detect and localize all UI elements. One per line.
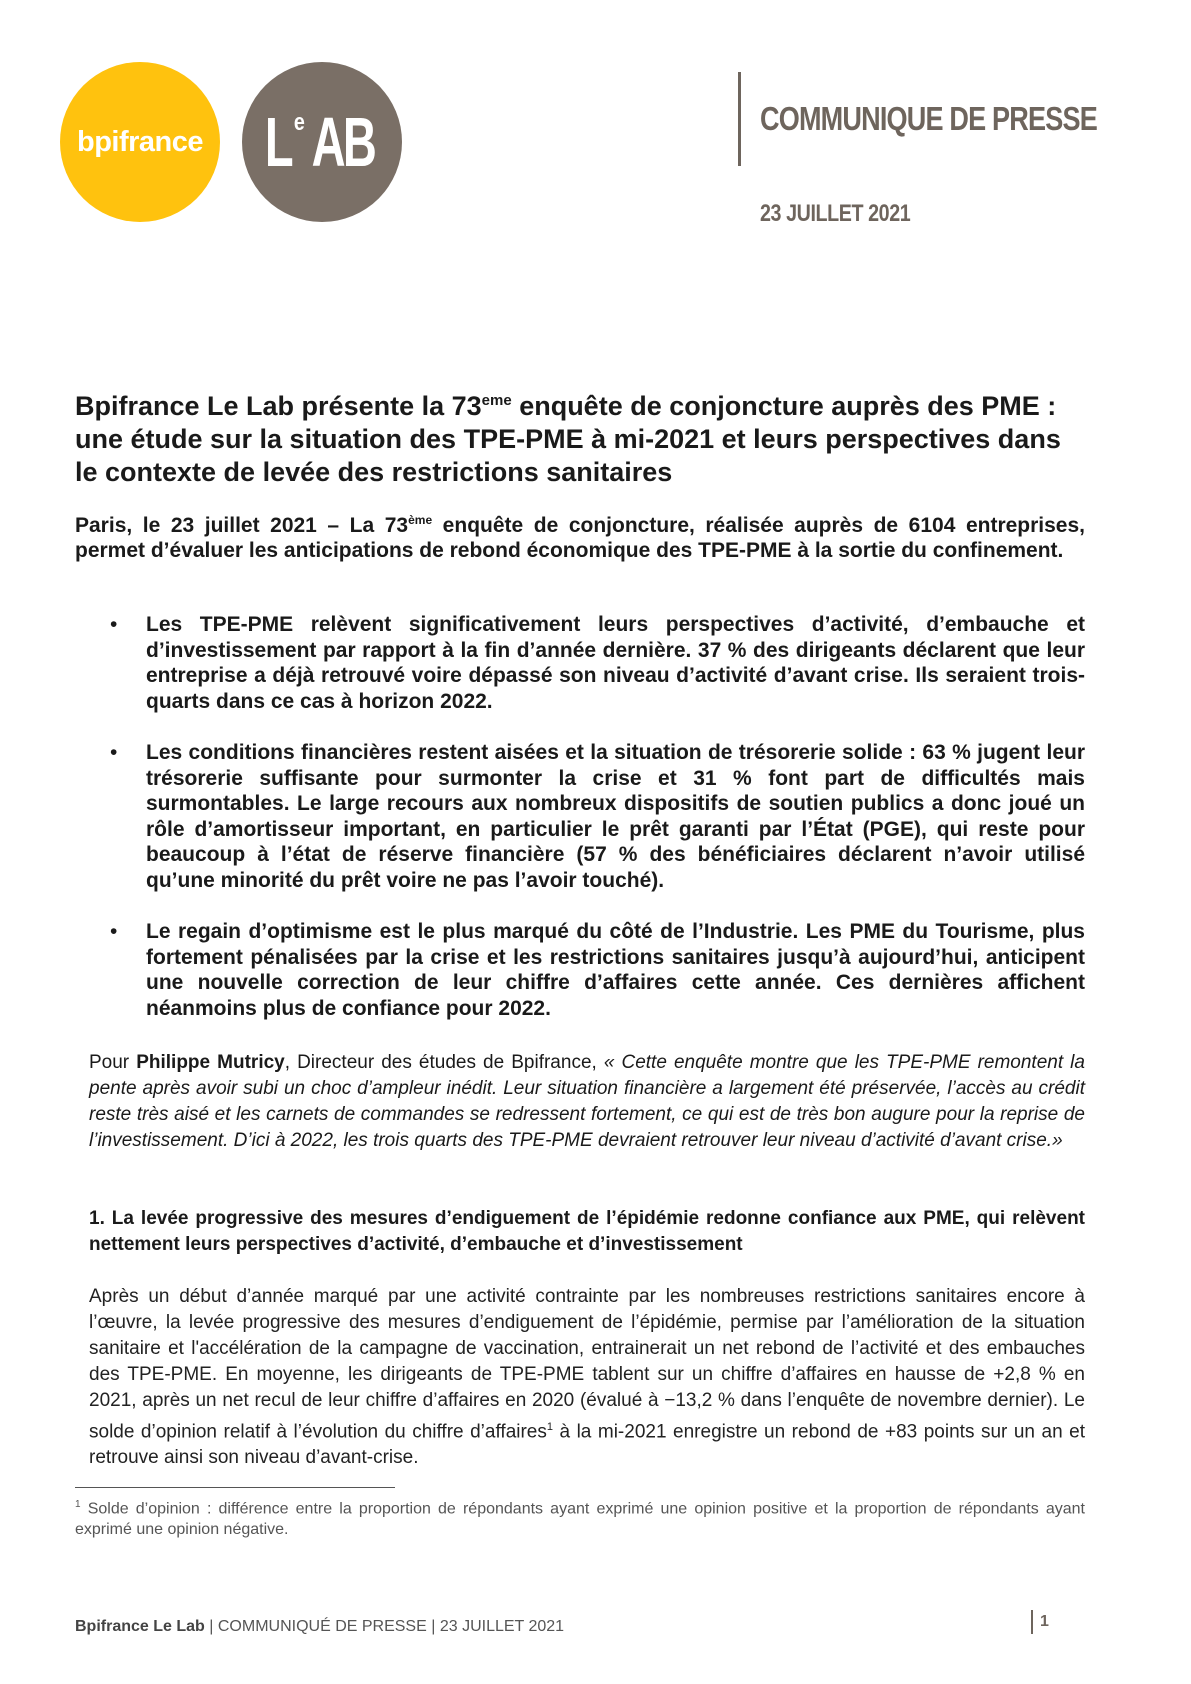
document-title: Bpifrance Le Lab présente la 73eme enquête de conjoncture auprès des PME : une étude sur la situation des TPE-PME à mi-2021 et leurs perspectives dans le contexte de levée des restrictions sanitaires bbox=[75, 391, 1061, 487]
bpifrance-logo-text: bpifrance bbox=[76, 125, 204, 158]
list-item: • Le regain d’optimisme est le plus marqué du côté de l’Industrie. Les PME du Tourisme, plus fortement pénalisées par la crise et les restrictions sanitaires jusqu’à aujourd’hui, anticipent une nouvelle correction de leur chiffre d’affaires cette année. Ces dernières affichent néanmoins plus de confiance pour 2022. bbox=[110, 920, 1085, 1020]
intro-paragraph: Paris, le 23 juillet 2021 – La 73ème enquête de conjoncture, réalisée auprès de 6104 entreprises, permet d’évaluer les anticipations de rebond économique des TPE-PME à la sortie du confinement. bbox=[75, 513, 1085, 562]
press-release-title: COMMUNIQUE DE PRESSE bbox=[760, 100, 1097, 137]
list-item: • Les conditions financières restent aisées et la situation de trésorerie solide : 63 % jugent leur trésorerie suffisante pour surmonter la crise et 31 % font part de difficultés mais surmontables. Le large recours aux nombreux dispositifs de soutien publics a donc joué un rôle d’amortisseur important, en particulier le prêt garanti par l’État (PGE), qui reste pour beaucoup à l’état de réserve financière (57 % des bénéficiaires déclarent n’avoir utilisé qu’une minorité du prêt voire ne pas l’avoir touché). bbox=[110, 741, 1085, 892]
press-release-date: 23 JUILLET 2021 bbox=[760, 200, 911, 227]
footnote-ref: 1 bbox=[546, 1421, 553, 1433]
section-heading: 1. La levée progressive des mesures d’endiguement de l’épidémie redonne confiance aux PME, qui relèvent nettement leurs perspectives d’activité, d’embauche et d’investissement bbox=[89, 1208, 1085, 1255]
page-footer: Bpifrance Le Lab | COMMUNIQUÉ DE PRESSE | 23 JUILLET 2021 bbox=[75, 1618, 565, 1635]
quote-paragraph: Pour Philippe Mutricy, Directeur des études de Bpifrance, « Cette enquête montre que les TPE-PME remontent la pente après avoir subi un choc d’ampleur inédit. Leur situation financière a largement été préservée, l’accès au crédit reste très aisé et les carnets de commandes se redressent fortement, ce qui est de très bon augure pour la reprise de l’investissement. D’ici à 2022, les trois quarts des TPE-PME devraient retrouver leur niveau d’activité d’avant crise.» bbox=[89, 1052, 1085, 1151]
header-divider bbox=[738, 72, 741, 166]
footnote-divider bbox=[75, 1487, 395, 1488]
section-body: Après un début d’année marqué par une activité contrainte par les nombreuses restrictions sanitaires encore à l’œuvre, la levée progressive des mesures d’endiguement de l’épidémie, permise par l’amélioration de la situation sanitaire et l'accélération de la campagne de vaccination, entrainerait un net rebond de l’activité et des embauches des TPE-PME. En moyenne, les dirigeants de TPE-PME tablent sur un chiffre d’affaires en hausse de +2,8 % en 2021, après un net recul de leur chiffre d’affaires en 2020 (évalué à −13,2 % dans l’enquête de novembre dernier). Le solde d’opinion relatif à l’évolution du chiffre d’affaires$^1$ à la mi-2021 enregistre un rebond de +83 points sur un an et retrouve ainsi son niveau d’avant-crise. bbox=[89, 1286, 1085, 1469]
bullet-icon: • bbox=[110, 613, 118, 636]
footnote: $^1$ Solde d’opinion : différence entre la proportion de répondants ayant exprimé une opinion positive et la proportion de répondants ayant exprimé une opinion négative. bbox=[75, 1499, 1085, 1539]
list-item: • Les TPE-PME relèvent significativement leurs perspectives d’activité, d’embauche et d’investissement par rapport à la fin d’année dernière. 37 % des dirigeants déclarent que leur entreprise a déjà retrouvé voire dépassé son niveau d’activité d’avant crise. Ils seraient trois-quarts dans ce cas à horizon 2022. bbox=[110, 613, 1085, 713]
bpifrance-logo bbox=[60, 62, 220, 222]
bullet-icon: • bbox=[110, 920, 118, 943]
footer-divider bbox=[1031, 1610, 1033, 1634]
key-points-list bbox=[108, 612, 1085, 1047]
le-lab-logo-text: L $^e$AB bbox=[265, 103, 375, 181]
bullet-icon: • bbox=[110, 741, 118, 764]
page-number: 1 bbox=[1040, 1613, 1049, 1630]
le-lab-logo bbox=[242, 62, 402, 222]
